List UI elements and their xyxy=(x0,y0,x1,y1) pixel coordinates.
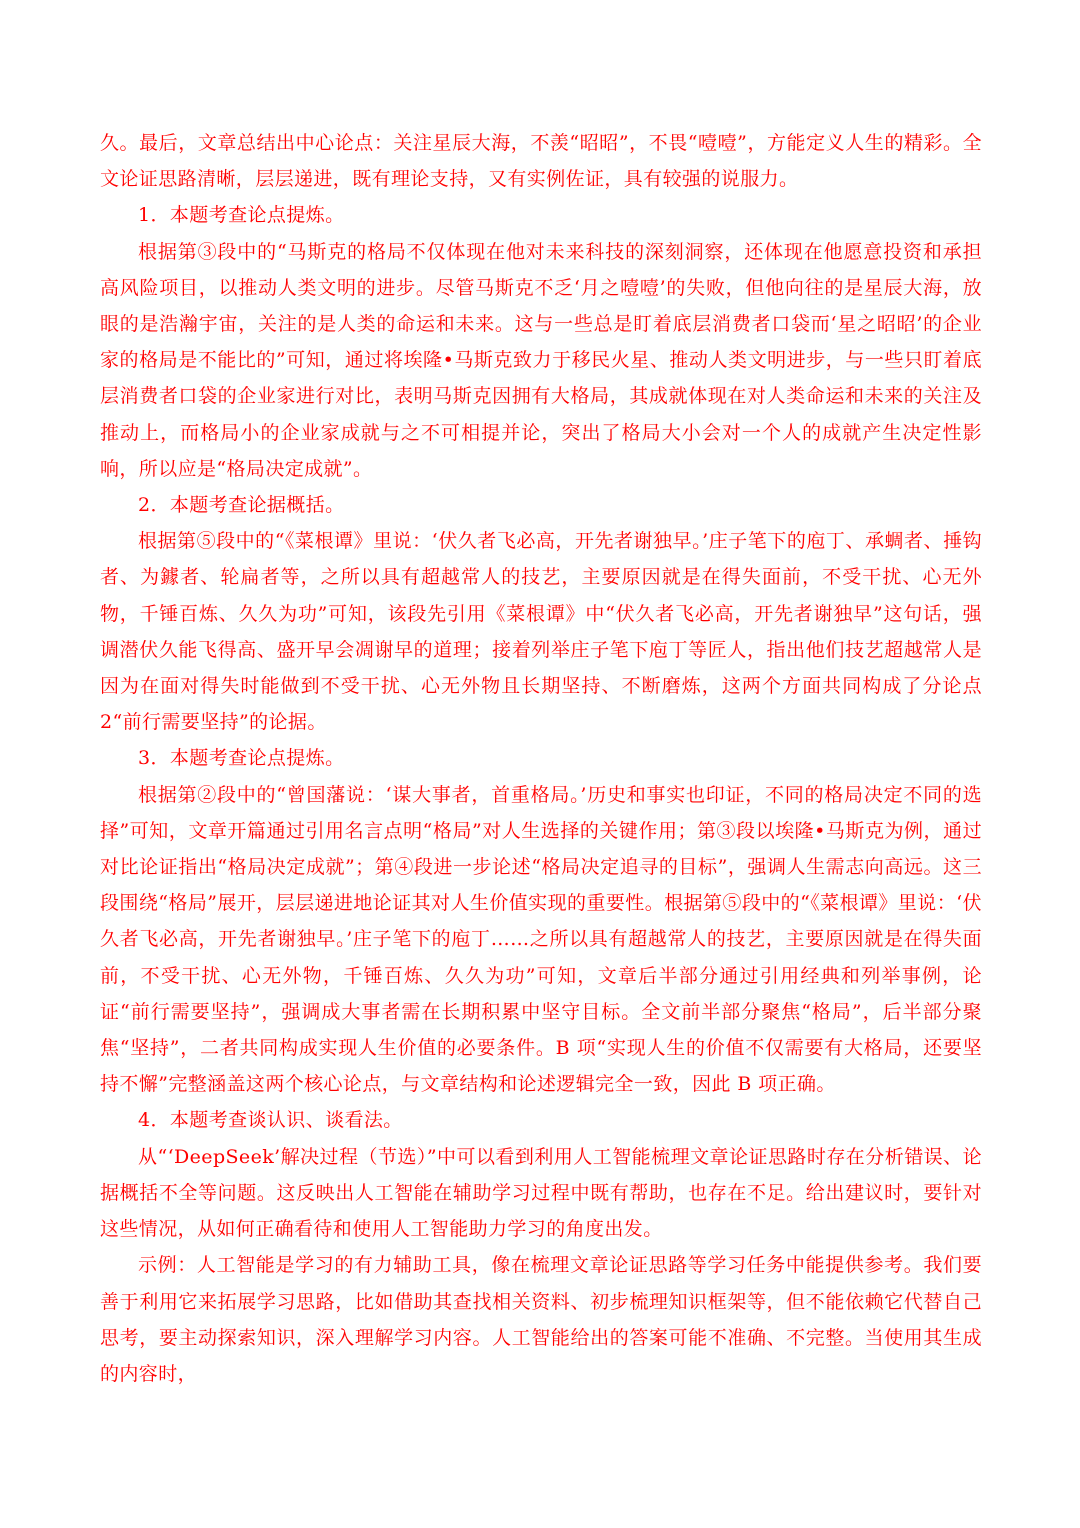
paragraph-continuation: 久。最后，文章总结出中心论点：关注星辰大海，不羡“昭昭”，不畏“噎噎”，方能定义人生的精彩。全文论证思路清晰，层层递进，既有理论支持，又有实例佐证，具有较强的说服力。 xyxy=(100,132,982,191)
question-4-example: 示例：人工智能是学习的有力辅助工具，像在梳理文章论证思路等学习任务中能提供参考。我们要善于利用它来拓展学习思路，比如借助其查找相关资料、初步梳理知识框架等，但不能依赖它代替自己思考，要主动探索知识，深入理解学习内容。人工智能给出的答案可能不准确、不完整。当使用其生成的内容时， xyxy=(100,1254,982,1385)
question-1-heading: 1．本题考查论点提炼。 xyxy=(138,204,345,227)
question-4-heading: 4．本题考查谈认识、谈看法。 xyxy=(138,1109,403,1132)
question-3-analysis: 根据第②段中的“曾国藩说：‘谋大事者，首重格局。’历史和事实也印证，不同的格局决定不同的选择”可知，文章开篇通过引用名言点明“格局”对人生选择的关键作用；第③段以埃隆•马斯克为例，通过对比论证指出“格局决定成就”；第④段进一步论述“格局决定追寻的目标”，强调人生需志向高远。这三段围绕“格局”展开，层层递进地论证其对人生价值实现的重要性。根据第⑤段中的“《菜根谭》里说：‘伏久者飞必高，开先者谢独早。’庄子笔下的庖丁……之所以具有超越常人的技艺，主要原因就是在得失面前，不受干扰、心无外物，千锤百炼、久久为功”可知，文章后半部分通过引用经典和列举事例，论证“前行需要坚持”，强调成大事者需在长期积累中坚守目标。全文前半部分聚焦“格局”，后半部分聚焦“坚持”，二者共同构成实现人生价值的必要条件。B 项“实现人生的价值不仅需要有大格局，还要坚持不懈”完整涵盖这两个核心论点，与文章结构和论述逻辑完全一致，因此 B 项正确。 xyxy=(100,783,982,1096)
question-4-analysis: 从“‘DeepSeek’解决过程（节选）”中可以看到利用人工智能梳理文章论证思路时存在分析错误、论据概括不全等问题。这反映出人工智能在辅助学习过程中既有帮助，也存在不足。给出建议时，要针对这些情况，从如何正确看待和使用人工智能助力学习的角度出发。 xyxy=(100,1145,982,1241)
answer-explanation-body xyxy=(100,125,982,1392)
question-1-analysis: 根据第③段中的“马斯克的格局不仅体现在他对未来科技的深刻洞察，还体现在他愿意投资和承担高风险项目，以推动人类文明的进步。尽管马斯克不乏‘月之噎噎’的失败，但他向往的是星辰大海，放眼的是浩瀚宇宙，关注的是人类的命运和未来。这与一些总是盯着底层消费者口袋而‘星之昭昭’的企业家的格局是不能比的”可知，通过将埃隆•马斯克致力于移民火星、推动人类文明进步，与一些只盯着底层消费者口袋的企业家进行对比，表明马斯克因拥有大格局，其成就体现在对人类命运和未来的关注及推动上，而格局小的企业家成就与之不可相提并论，突出了格局大小会对一个人的成就产生决定性影响，所以应是“格局决定成就”。 xyxy=(100,240,982,480)
question-3-heading: 3．本题考查论点提炼。 xyxy=(138,747,345,770)
question-2-analysis: 根据第⑤段中的“《菜根谭》里说：‘伏久者飞必高，开先者谢独早。’庄子笔下的庖丁、承蜩者、捶钩者、为鐻者、轮扁者等，之所以具有超越常人的技艺，主要原因就是在得失面前，不受干扰、心无外物，千锤百炼、久久为功”可知，该段先引用《菜根谭》中“伏久者飞必高，开先者谢独早”这句话，强调潜伏久能飞得高、盛开早会凋谢早的道理；接着列举庄子笔下庖丁等匠人，指出他们技艺超越常人是因为在面对得失时能做到不受干扰、心无外物且长期坚持、不断磨炼，这两个方面共同构成了分论点 2“前行需要坚持”的论据。 xyxy=(100,530,982,734)
question-2-heading: 2．本题考查论据概括。 xyxy=(138,494,345,517)
